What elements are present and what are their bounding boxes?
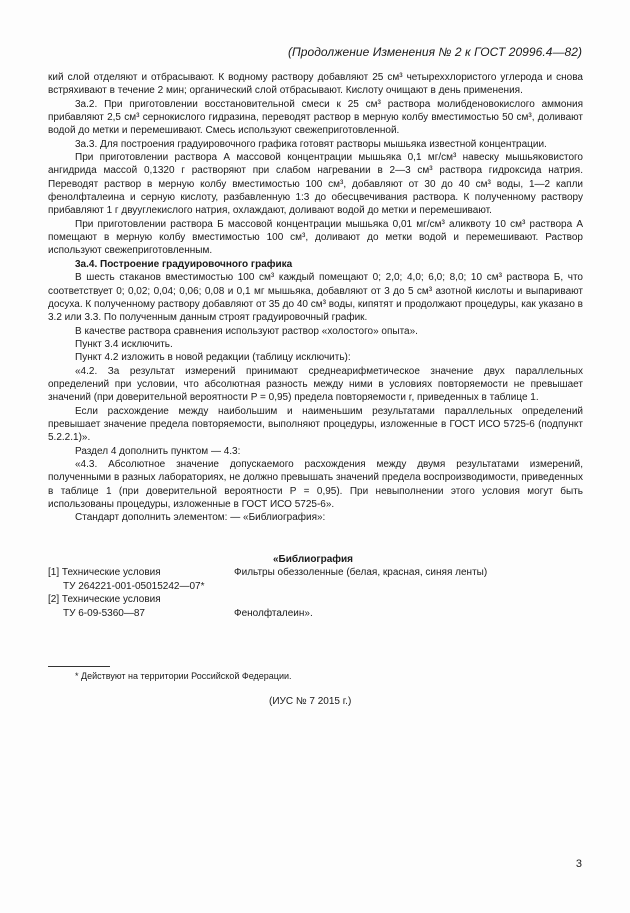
paragraph-solution-b: При приготовлении раствора Б массовой концентрации мышьяка 0,01 мг/см³ аликвоту 10 см³ раствора А помещают в мерную колбу вместимостью 100 см³, доливают до метки водой и перемешивают. Раствор используют свежеприготовленным.	[48, 218, 583, 257]
paragraph-4-3-text: «4.3. Абсолютное значение допускаемого расхождения между двумя результатами измерений, полученными в разных лабораториях, не должно превышать значений предела воспроизводимости, приведенных в таблице 1 (при доверительной вероятности P = 0,95). При невыполнении этого условия могут быть использованы процедуры, изложенные в ГОСТ ИСО 5725-6».	[48, 458, 583, 510]
footnote: * Действуют на территории Российской Федерации.	[75, 671, 292, 681]
paragraph-3a2: 3а.2. При приготовлении восстановительной смеси к 25 см³ раствора молибденовокислого аммония прибавляют 2,5 см³ сернокислого гидразина, переводят раствор в мерную колбу вместимостью 50 см³, доливают водой до метки и перемешивают. Смесь используют свежеприготовленной.	[48, 98, 583, 137]
bibliography-code: ТУ 264221-001-05015242—07*	[63, 580, 205, 592]
bibliography-ref: [2] Технические условия	[48, 594, 161, 606]
running-header: (Продолжение Изменения № 2 к ГОСТ 20996.4—82)	[288, 45, 582, 59]
bibliography-desc: Фильтры обеззоленные (белая, красная, синяя ленты)	[234, 567, 488, 579]
bibliography-code: ТУ 6-09-5360—87	[63, 607, 145, 619]
paragraph-reference-solution: В качестве раствора сравнения используют раствор «холостого» опыта».	[75, 325, 418, 337]
bibliography-entry-code	[48, 580, 583, 593]
paragraph-calibration: В шесть стаканов вместимостью 100 см³ каждый помещают 0; 2,0; 4,0; 6,0; 8,0; 10 см³ раствора Б, что соответствует 0; 0,02; 0,04; 0,06; 0,08 и 0,1 мг мышьяка, добавляют от 3 до 5 см³ азотной кислоты и выпаривают досуха. К полученному раствору добавляют от 35 до 40 см³ воды, кипятят и продолжают процедуры, как указано в 3.2 или 3.3. По полученным данным строят градуировочный график.	[48, 272, 583, 324]
footnote-separator	[48, 666, 110, 667]
bibliography-title: «Библиография	[273, 554, 353, 565]
bibliography-desc: Фенолфталеин».	[234, 607, 313, 619]
bibliography-ref: [1] Технические условия	[48, 567, 161, 579]
bibliography-entry	[48, 566, 583, 579]
ius-reference: (ИУС № 7 2015 г.)	[269, 696, 352, 707]
section-heading-3a4: 3а.4. Построение градуировочного графика	[75, 258, 293, 270]
paragraph-solution-a: При приготовлении раствора А массовой концентрации мышьяка 0,1 мг/см³ навеску мышьяковистого ангидрида массой 0,1320 г растворяют при слабом нагревании в 2—3 см³ раствора гидроксида натрия. Переводят раствор в мерную колбу вместимостью 100 см³, добавляют от 30 до 40 см³ воды, 1—2 капли фенолфталеина и серную кислоту, разбавленную 1:3 до обесцвечивания раствора. К полученному раствору прибавляют 1 г двууглекислого натрия, охлаждают, доливают водой до метки и перемешивают.	[48, 152, 583, 217]
paragraph-item-3-4: Пункт 3.4 исключить.	[75, 338, 173, 350]
paragraph-item-4-2: Пункт 4.2 изложить в новой редакции (таблицу исключить):	[75, 352, 351, 364]
page-number: 3	[575, 858, 582, 870]
paragraph-continuation: кий слой отделяют и отбрасывают. К водному раствору добавляют 25 см³ четыреххлористого углерода и снова встряхивают в течение 2 мин; органический слой отбрасывают. Кислоту очищают в день применения.	[48, 72, 583, 97]
paragraph-discrepancy: Если расхождение между наибольшим и наименьшим результатами параллельных определений превышает значение предела повторяемости, выполняют процедуры, изложенные в ГОСТ ИСО 5725-6 (подпункт 5.2.2.1)».	[48, 405, 583, 444]
bibliography-entry	[48, 593, 583, 606]
paragraph-standard-addition: Стандарт дополнить элементом: — «Библиография»:	[75, 512, 326, 524]
bibliography	[48, 553, 583, 620]
paragraph-4-2-text: «4.2. За результат измерений принимают среднеарифметическое значение двух параллельных определений при условии, что абсолютная разность между ними в условиях повторяемости не превышает значений (при доверительной вероятности P = 0,95) предела повторяемости r, приведенных в таблице 1.	[48, 365, 583, 404]
paragraph-3a3: 3а.3. Для построения градуировочного графика готовят растворы мышьяка известной концентрации.	[75, 138, 547, 150]
paragraph-section-4: Раздел 4 дополнить пунктом — 4.3:	[75, 445, 241, 457]
main-text	[48, 71, 583, 525]
bibliography-entry-code	[48, 607, 583, 620]
